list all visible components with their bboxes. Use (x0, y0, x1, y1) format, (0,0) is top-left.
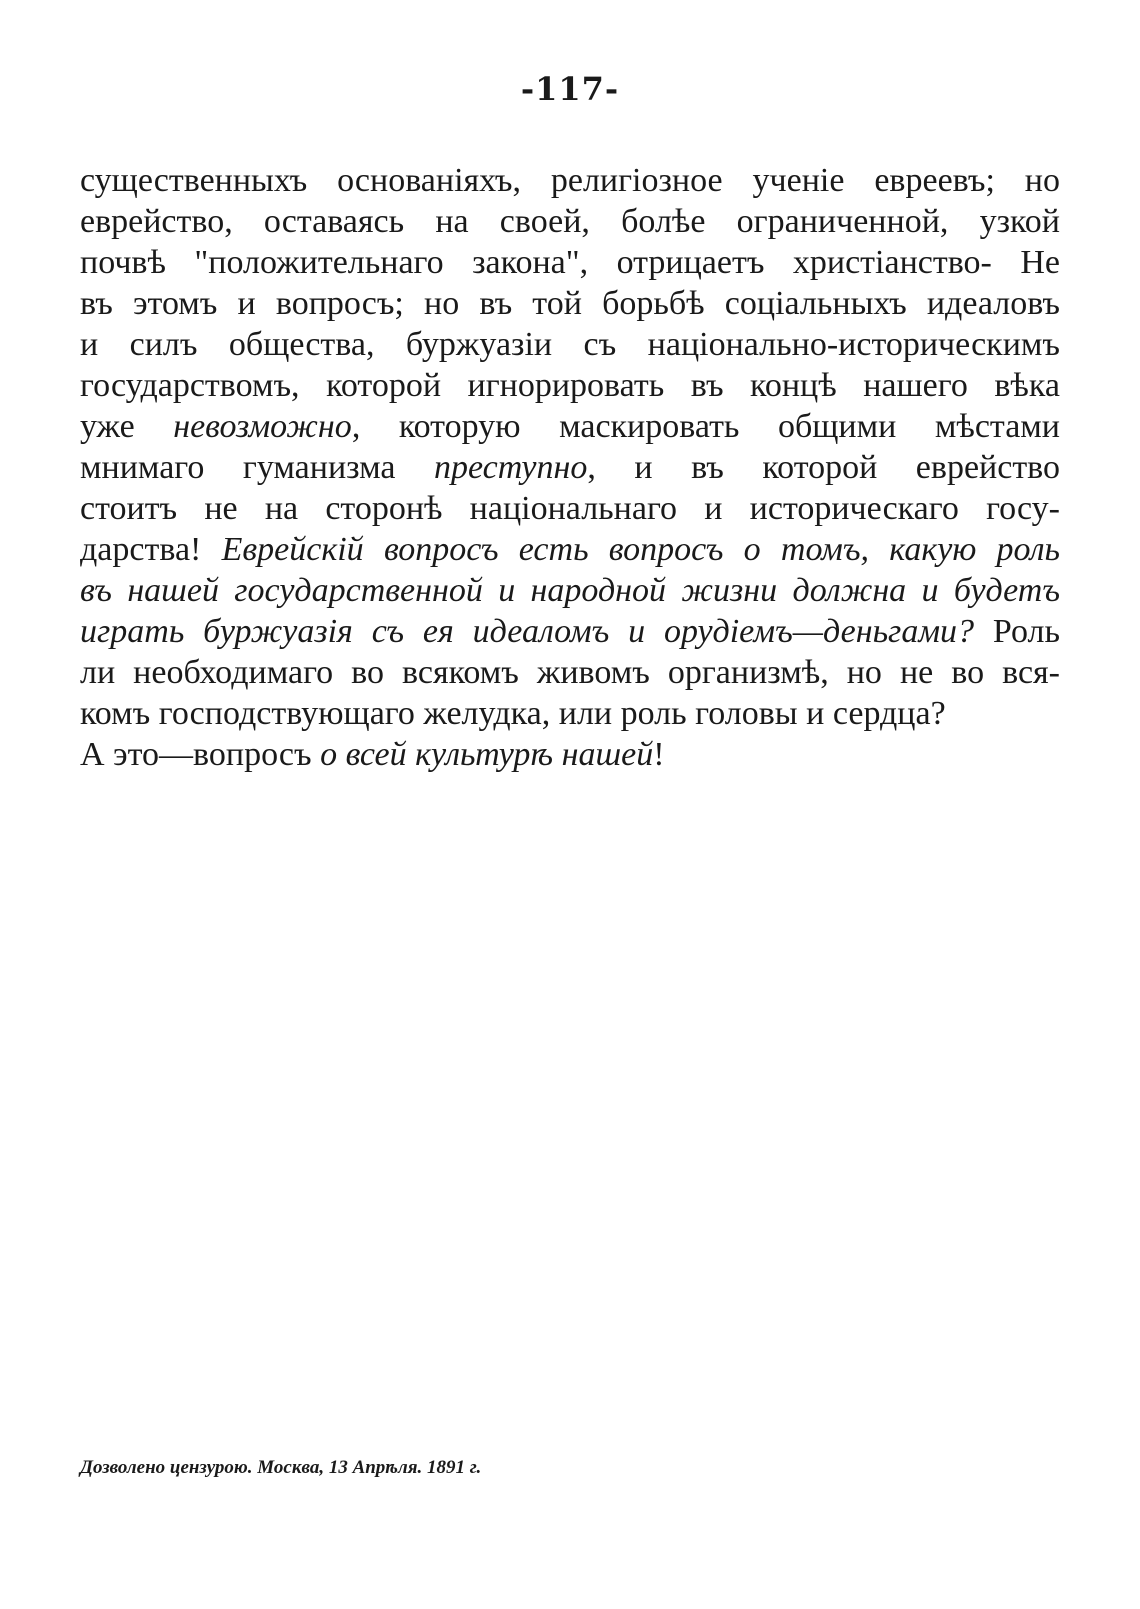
text-segment: ! (653, 736, 665, 773)
text-segment: ли необходимаго во всякомъ живомъ организмѣ, но не во вся- (80, 654, 1060, 691)
text-segment: стоитъ не на сторонѣ національнаго и историческаго госу- (80, 490, 1060, 527)
text-segment: еврейство, оставаясь на своей, болѣе ограниченной, узкой (80, 203, 1060, 240)
text-line (80, 447, 1060, 488)
text-segment: почвѣ "положительнаго закона", отрицаетъ христіанство- Не (80, 244, 1060, 281)
text-line (80, 488, 1060, 529)
censorship-note: Дозволено цензурою. Москва, 13 Апрѣля. 1891 г. (80, 1457, 482, 1478)
italic-text: преступно (433, 449, 588, 486)
text-segment: мнимаго гуманизма (80, 449, 434, 486)
text-line (80, 611, 1060, 652)
text-segment: уже (80, 408, 174, 445)
italic-text: о всей культурѣ нашей (320, 736, 654, 773)
italic-text: невозможно (173, 408, 352, 445)
text-line (80, 529, 1060, 570)
text-line (80, 283, 1060, 324)
text-segment: , и въ которой еврейство (587, 449, 1060, 486)
text-line (80, 570, 1060, 611)
text-line (80, 693, 1060, 734)
text-segment: комъ господствующаго желудка, или роль головы и сердца? (80, 695, 946, 732)
text-line (80, 734, 1060, 775)
text-segment: и силъ общества, буржуазіи съ національно-историческимъ (80, 326, 1060, 363)
text-segment: Роль (974, 613, 1060, 650)
text-line (80, 406, 1060, 447)
page-number: -117- (520, 70, 620, 108)
text-line (80, 201, 1060, 242)
text-segment: государствомъ, которой игнорировать въ концѣ нашего вѣка (80, 367, 1060, 404)
text-segment: существенныхъ основаніяхъ, религіозное ученіе евреевъ; но (80, 162, 1060, 199)
text-line (80, 365, 1060, 406)
text-segment: А это—вопросъ (80, 736, 321, 773)
text-segment: дарства! (80, 531, 222, 568)
text-line (80, 160, 1060, 201)
text-segment: въ этомъ и вопросъ; но въ той борьбѣ соціальныхъ идеаловъ (80, 285, 1060, 322)
body-text (80, 160, 1060, 775)
text-segment: , которую маскировать общими мѣстами (351, 408, 1061, 445)
italic-text: Еврейскій вопросъ есть вопросъ о томъ, какую роль (221, 531, 1061, 568)
italic-text: играть буржуазія съ ея идеаломъ и орудіемъ—деньгами? (80, 613, 975, 650)
text-line (80, 324, 1060, 365)
italic-text: въ нашей государственной и народной жизни должна и будетъ (80, 572, 1060, 609)
text-line (80, 652, 1060, 693)
text-line (80, 242, 1060, 283)
